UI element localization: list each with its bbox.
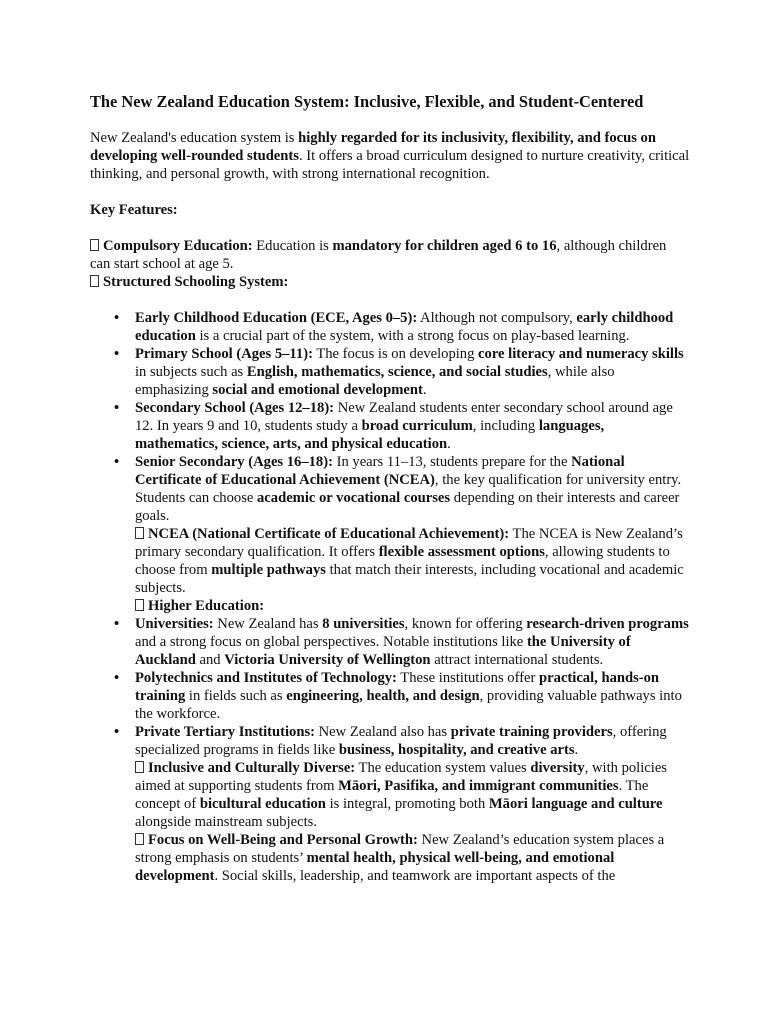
bold-text: private training providers	[450, 724, 613, 740]
text-run: and	[195, 652, 225, 668]
list-item	[135, 309, 690, 345]
bold-text: Structured Schooling System:	[103, 274, 289, 290]
text-run: The education system values	[355, 760, 531, 776]
structured-schooling-text	[103, 274, 288, 290]
compulsory-education-text	[90, 238, 666, 272]
text-run: , providing valuable pathways into the workforce.	[135, 688, 682, 722]
text-run: depending on their interests and career goals.	[135, 490, 680, 524]
sub-point	[135, 759, 690, 831]
list-item	[135, 345, 690, 399]
list-item	[135, 723, 690, 885]
sub-point	[135, 525, 690, 597]
missing-glyph-icon	[90, 275, 99, 287]
text-run: .	[574, 742, 579, 758]
bold-text: English, mathematics, science, and social studies	[246, 364, 548, 380]
structured-schooling-line	[90, 273, 690, 291]
bold-text: diversity	[530, 760, 585, 776]
bold-text: engineering, health, and design	[286, 688, 480, 704]
feature-list	[90, 309, 690, 885]
bold-text: Māori, Pasifika, and immigrant communities	[338, 778, 619, 794]
bold-text: research-driven programs	[526, 616, 689, 632]
sub-point	[135, 831, 690, 885]
bold-text: Private Tertiary Institutions:	[135, 724, 315, 740]
bold-text: core literacy and numeracy skills	[478, 346, 684, 362]
text-run: New Zealand's education system is	[90, 130, 299, 146]
bold-text: business, hospitality, and creative arts	[338, 742, 575, 758]
compulsory-education-line	[90, 237, 690, 273]
list-item	[135, 453, 690, 615]
text-run: , including	[472, 418, 539, 434]
text-run: , known for offering	[404, 616, 527, 632]
text-run: in fields such as	[185, 688, 287, 704]
text-run: , with policies aimed at supporting students from	[135, 760, 667, 794]
text-run: is integral, promoting both	[325, 796, 489, 812]
bold-text: mental health, physical well-being, and emotional development	[135, 850, 615, 884]
bold-text: NCEA (National Certificate of Educational Achievement):	[148, 526, 510, 542]
bold-text: Primary School (Ages 5–11):	[135, 346, 313, 362]
bold-text: Early Childhood Education (ECE, Ages 0–5):	[135, 310, 418, 326]
bold-text: academic or vocational courses	[257, 490, 451, 506]
sub-point	[135, 597, 690, 615]
text-run: that match their interests, including vocational and academic subjects.	[135, 562, 684, 596]
bold-text: social and emotional development	[212, 382, 423, 398]
text-run: in subjects such as	[135, 364, 247, 380]
bold-text: flexible assessment options	[378, 544, 545, 560]
bold-text: National Certificate of Educational Achievement (NCEA)	[135, 454, 625, 488]
text-run: Education is	[252, 238, 333, 254]
bold-text: the University of Auckland	[135, 634, 631, 668]
text-run: .	[422, 382, 427, 398]
bold-text: Universities:	[135, 616, 214, 632]
bold-text: languages, mathematics, science, arts, and physical education	[135, 418, 605, 452]
text-run: These institutions offer	[396, 670, 540, 686]
bold-text: broad curriculum	[361, 418, 473, 434]
bold-text: Higher Education:	[148, 598, 265, 614]
bold-text: early childhood education	[135, 310, 674, 344]
key-features-heading: Key Features:	[90, 202, 178, 218]
text-run: attract international students.	[430, 652, 604, 668]
missing-glyph-icon	[90, 239, 99, 251]
bold-text: practical, hands-on training	[135, 670, 660, 704]
text-run: . Social skills, leadership, and teamwork are important aspects of the	[214, 868, 616, 884]
bold-text: Senior Secondary (Ages 16–18):	[135, 454, 333, 470]
document-page	[90, 92, 690, 885]
text-run: New Zealand has	[213, 616, 323, 632]
text-run: New Zealand also has	[314, 724, 451, 740]
text-run: , although children can start school at age 5.	[90, 238, 667, 272]
bold-text: Inclusive and Culturally Diverse:	[148, 760, 356, 776]
text-run: .	[447, 436, 451, 452]
bold-text: bicultural education	[199, 796, 326, 812]
text-run: The focus is on developing	[312, 346, 479, 362]
text-run: and a strong focus on global perspectives. Notable institutions like	[135, 634, 527, 650]
bold-text: 8 universities	[322, 616, 405, 632]
text-run: , the key qualification for university entry. Students can choose	[135, 472, 682, 506]
bold-text: Compulsory Education:	[103, 238, 253, 254]
list-item	[135, 615, 690, 669]
text-run: . It offers a broad curriculum designed to nurture creativity, critical thinking, and personal growth, with strong international recognition.	[90, 148, 690, 182]
text-run: alongside mainstream subjects.	[135, 814, 317, 830]
text-run: , allowing students to choose from	[135, 544, 670, 578]
bold-text: mandatory for children aged 6 to 16	[332, 238, 557, 254]
missing-glyph-icon	[135, 599, 144, 611]
bold-text: Secondary School (Ages 12–18):	[135, 400, 335, 416]
text-run: is a crucial part of the system, with a strong focus on play-based learning.	[195, 328, 630, 344]
text-run: The NCEA is New Zealand’s primary secondary qualification. It offers	[135, 526, 683, 560]
intro-paragraph	[90, 129, 690, 183]
list-item	[135, 399, 690, 453]
text-run: , offering specialized programs in fields like	[135, 724, 667, 758]
text-run: In years 11–13, students prepare for the	[332, 454, 572, 470]
text-run: , while also emphasizing	[135, 364, 615, 398]
bold-text: Polytechnics and Institutes of Technology:	[135, 670, 397, 686]
bold-text: Focus on Well-Being and Personal Growth:	[148, 832, 418, 848]
bold-text: highly regarded for its inclusivity, flexibility, and focus on developing well-rounded students	[90, 130, 656, 164]
text-run: Although not compulsory,	[417, 310, 577, 326]
bold-text: multiple pathways	[211, 562, 326, 578]
text-run: New Zealand students enter secondary school around age 12. In years 9 and 10, students study a	[135, 400, 673, 434]
missing-glyph-icon	[135, 761, 144, 773]
bold-text: Victoria University of Wellington	[224, 652, 431, 668]
text-run: New Zealand’s education system places a strong emphasis on students’	[135, 832, 665, 866]
missing-glyph-icon	[135, 527, 144, 539]
text-run: . The concept of	[135, 778, 649, 812]
missing-glyph-icon	[135, 833, 144, 845]
list-item	[135, 669, 690, 723]
bold-text: Māori language and culture	[488, 796, 663, 812]
document-title: The New Zealand Education System: Inclusive, Flexible, and Student-Centered	[90, 92, 644, 111]
